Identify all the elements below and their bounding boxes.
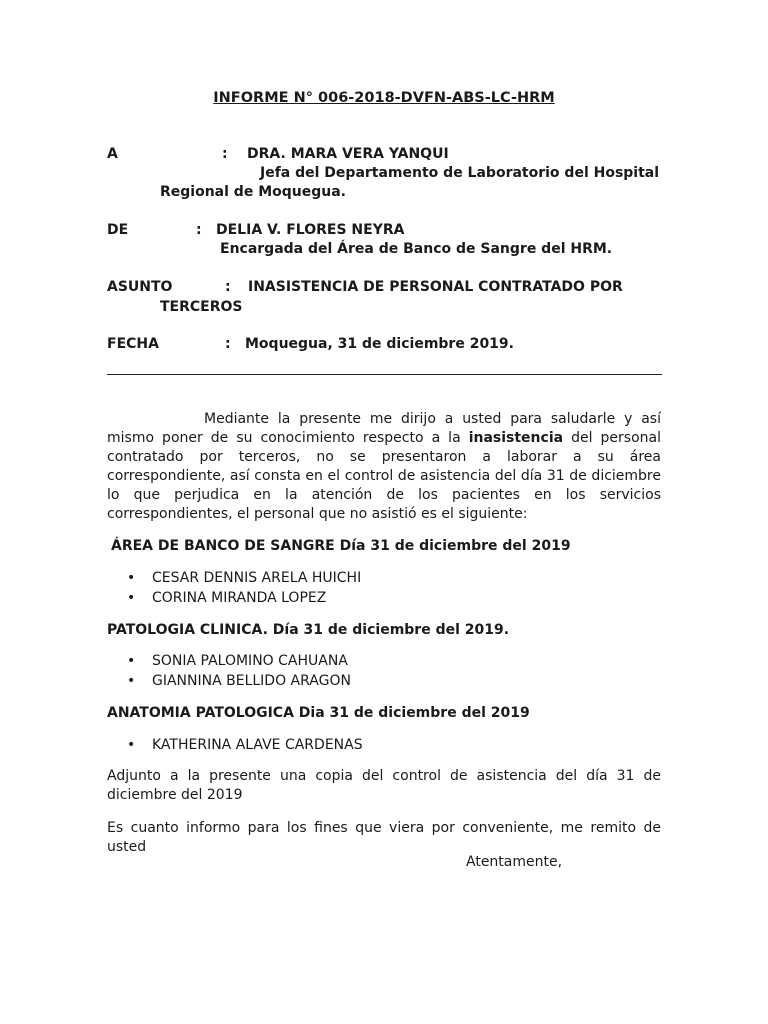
person-name: CORINA MIRANDA LOPEZ [152,590,327,606]
bullet-icon: • [127,673,136,689]
document-title: INFORME N° 006-2018-DVFN-ABS-LC-HRM [213,90,555,106]
signoff: Atentamente, [466,854,563,870]
recipient-role-line1: Jefa del Departamento de Laboratorio del Hospital [260,165,660,181]
person-name: CESAR DENNIS ARELA HUICHI [152,570,362,586]
bullet-icon: • [127,653,136,669]
to-colon: : [222,146,228,162]
subject-line2: TERCEROS [160,299,243,315]
person-name: KATHERINA ALAVE CARDENAS [152,737,363,753]
list-item [107,568,361,588]
date-colon: : [225,336,231,352]
subject-line1: INASISTENCIA DE PERSONAL CONTRATADO POR [248,279,623,295]
list-item [107,671,351,691]
section-list-anatomia-patologica [107,735,363,755]
sender-role: Encargada del Área de Banco de Sangre del HRM. [220,241,613,257]
person-name: SONIA PALOMINO CAHUANA [152,653,348,669]
bullet-icon: • [127,737,136,753]
recipient-name: DRA. MARA VERA YANQUI [247,146,449,162]
intro-text-after: del personal contratado por terceros, no se presentaron a laborar a su área correspondiente, así consta en el control de asistencia del día 31 de diciembre lo que perjudica en la atención de los pacientes en los servicios correspondientes, el personal que no asistió es el siguiente: [107,430,661,522]
bullet-icon: • [127,570,136,586]
closing-paragraph: Es cuanto informo para los fines que viera por conveniente, me remito de usted [107,820,661,855]
section-list-patologia-clinica [107,651,351,691]
subject-label: ASUNTO [107,279,173,295]
intro-text-before: Mediante la presente me dirijo a usted para saludarle y así mismo poner de su conocimiento respecto a la [107,411,661,446]
subject-colon: : [225,279,231,295]
intro-text-bold: inasistencia [468,430,564,446]
recipient-role-line2: Regional de Moquegua. [160,184,346,200]
date-label: FECHA [107,336,159,352]
date-value: Moquegua, 31 de diciembre 2019. [245,336,514,352]
section-heading-anatomia-patologica: ANATOMIA PATOLOGICA Dia 31 de diciembre del 2019 [107,705,530,721]
person-name: GIANNINA BELLIDO ARAGON [152,673,351,689]
intro-paragraph [107,410,661,524]
from-colon: : [196,222,202,238]
section-heading-patologia-clinica: PATOLOGIA CLINICA. Día 31 de diciembre del 2019. [107,622,510,638]
list-item [107,588,361,608]
list-item [107,735,363,755]
section-heading-banco-sangre: ÁREA DE BANCO DE SANGRE Día 31 de diciembre del 2019 [111,538,571,554]
list-item [107,651,351,671]
attachment-paragraph: Adjunto a la presente una copia del control de asistencia del día 31 de diciembre del 2019 [107,768,661,803]
from-label: DE [107,222,129,238]
header-divider [107,374,662,375]
bullet-icon: • [127,590,136,606]
to-label: A [107,146,118,162]
section-list-banco-sangre [107,568,361,608]
sender-name: DELIA V. FLORES NEYRA [216,222,405,238]
